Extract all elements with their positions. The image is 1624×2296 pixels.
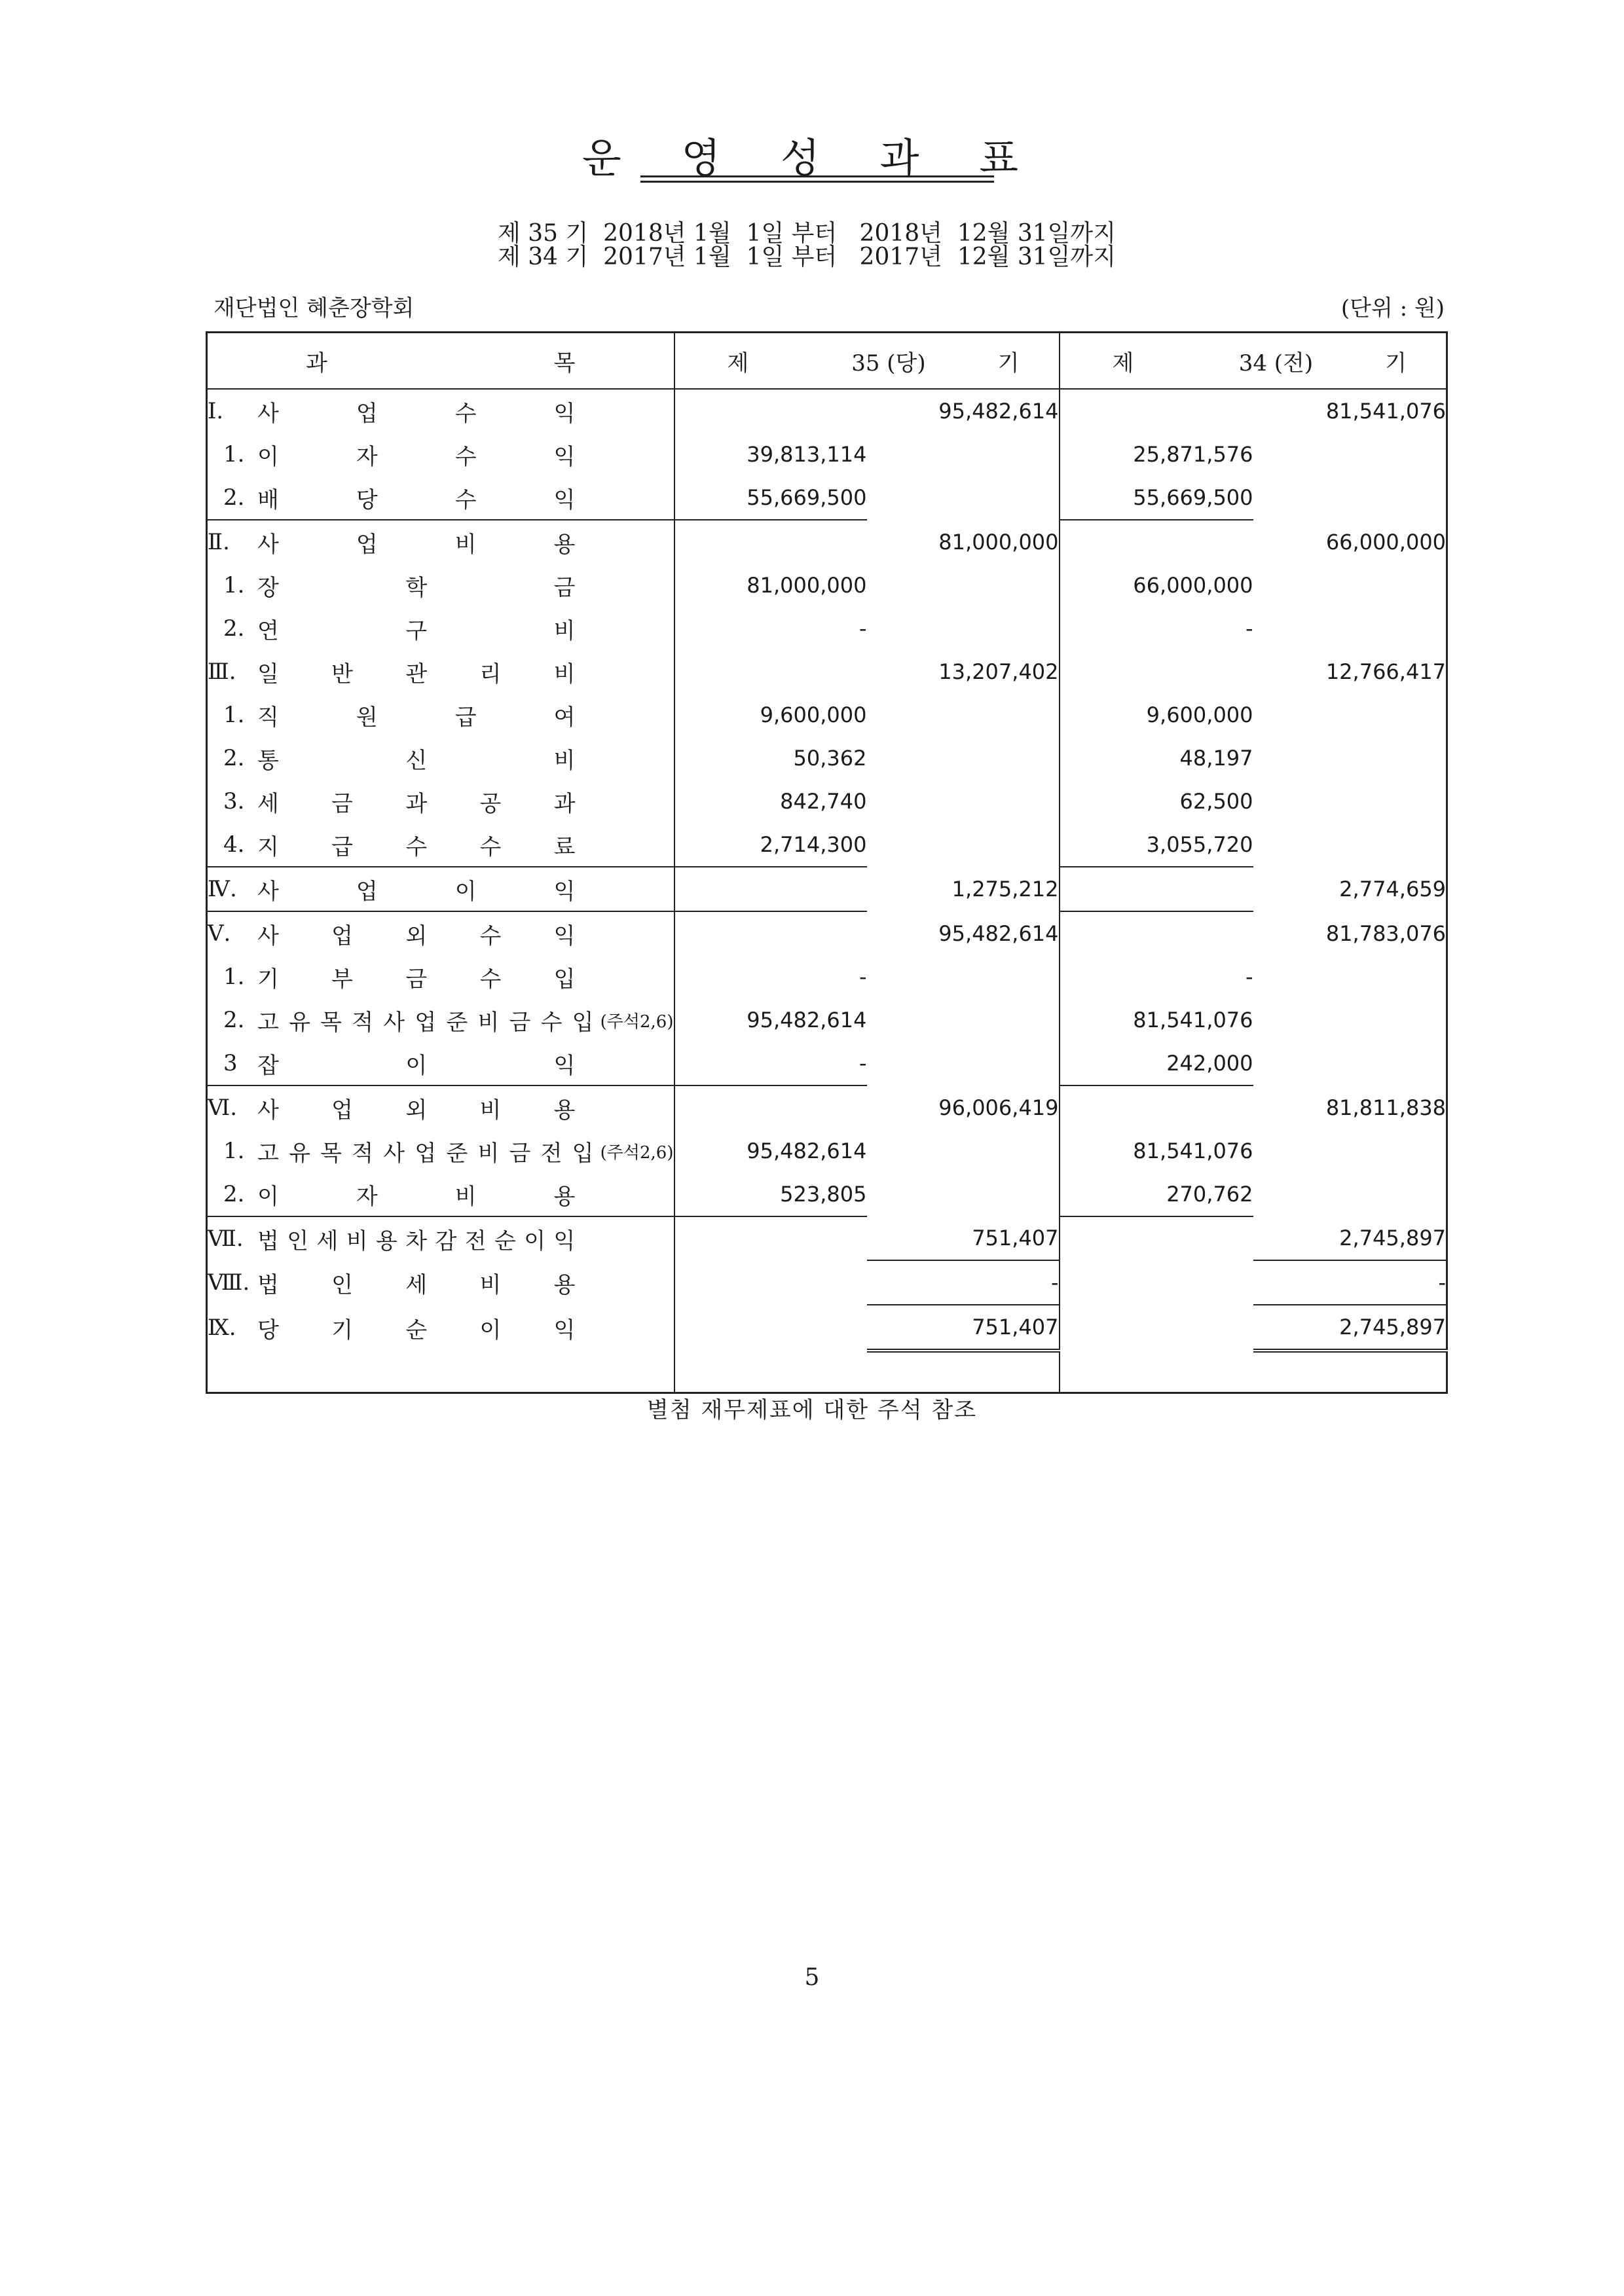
page-number: 5	[804, 1964, 820, 1991]
amount-cell	[867, 564, 1060, 607]
row-item-char: 입	[572, 1009, 594, 1036]
table-row	[207, 955, 1447, 998]
row-item-char: 관	[405, 661, 428, 687]
empty-cell	[867, 1351, 1060, 1393]
amount-cell	[674, 1216, 867, 1260]
row-item-char: 법	[257, 1228, 279, 1254]
row-item-char: 장	[257, 574, 279, 601]
amount-cell	[1253, 1129, 1447, 1173]
amount-cell	[674, 867, 867, 911]
row-item-char: 업	[356, 531, 378, 558]
table-row	[207, 780, 1447, 823]
amount-cell: 81,811,838	[1325, 1095, 1447, 1120]
amount-cell	[867, 780, 1060, 823]
row-item-char: 준	[446, 1009, 468, 1036]
row-item-char: 적	[352, 1140, 374, 1167]
row-item-label	[207, 389, 674, 433]
amount-cell: 95,482,614	[938, 399, 1059, 424]
row-item-char: 이	[454, 878, 477, 905]
amount-cell: 9,600,000	[1060, 693, 1253, 737]
row-item-label	[207, 1260, 674, 1305]
row-item-number: Ⅱ.	[208, 529, 230, 555]
empty-cell	[1253, 1351, 1447, 1393]
row-item-label	[207, 607, 674, 650]
table-row	[207, 1042, 1447, 1085]
amount-cell	[674, 1260, 867, 1305]
row-item-label	[207, 823, 674, 867]
row-item-char: 수	[479, 922, 502, 949]
table-row	[207, 389, 1447, 433]
row-item-label	[207, 1305, 674, 1351]
amount-cell	[674, 520, 867, 564]
row-item-char: 지	[257, 833, 279, 860]
header-previous-period	[1060, 333, 1447, 390]
row-item-number: 2.	[223, 1007, 245, 1033]
row-item-number: 1.	[223, 441, 245, 467]
table-body	[207, 389, 1447, 1393]
amount-cell	[867, 955, 1060, 998]
amount-cell: 66,000,000	[1325, 529, 1447, 555]
row-item-char: 이	[257, 1183, 279, 1210]
row-item-char: 업	[331, 922, 354, 949]
row-item-char: 과	[405, 790, 428, 817]
row-item-char: 이	[405, 1052, 428, 1079]
row-item-char: 여	[553, 704, 576, 731]
row-item-char: 비	[479, 1271, 502, 1298]
row-item-number: Ⅴ.	[208, 920, 231, 947]
amount-cell: 9,600,000	[674, 693, 867, 737]
row-item-char: 금	[405, 966, 428, 993]
row-item-char: 비	[477, 1009, 500, 1036]
page-title: 운 영 성 과 표	[581, 134, 1043, 182]
row-item-char: 비	[553, 747, 576, 774]
row-item-label	[207, 433, 674, 476]
amount-cell	[674, 389, 867, 433]
unit-label: (단위 : 원)	[1340, 295, 1445, 321]
row-item-char: 기	[331, 1317, 354, 1343]
amount-cell: -	[674, 1042, 867, 1085]
row-item-number: 2.	[223, 615, 245, 642]
row-item-char: 목	[320, 1140, 342, 1167]
row-item-char: 비	[553, 617, 576, 644]
row-item-char: 입	[553, 966, 576, 993]
table-row	[207, 867, 1447, 911]
row-item-char: 용	[553, 1271, 576, 1298]
row-item-char: 금	[553, 574, 576, 601]
row-item-char: 잡	[257, 1052, 279, 1079]
row-item-label	[207, 955, 674, 998]
row-item-char: 세	[316, 1228, 339, 1254]
row-item-char: 학	[405, 574, 428, 601]
amount-cell	[867, 1173, 1060, 1216]
row-item-char: 순	[494, 1228, 516, 1254]
amount-cell: 81,000,000	[938, 529, 1059, 555]
amount-cell: 62,500	[1060, 780, 1253, 823]
table-row	[207, 911, 1447, 955]
header-item-right: 목	[553, 350, 576, 376]
table-row	[207, 476, 1447, 520]
row-item-char: 이	[524, 1228, 546, 1254]
row-item-char: 비	[346, 1228, 368, 1254]
amount-cell	[1060, 1260, 1253, 1305]
row-item-number: Ⅶ.	[208, 1226, 244, 1252]
table-row	[207, 1129, 1447, 1173]
row-item-char: 익	[553, 400, 576, 427]
table-row	[207, 607, 1447, 650]
amount-cell: 55,669,500	[1060, 476, 1253, 520]
header-item	[207, 333, 674, 390]
row-item-char: 수	[454, 400, 477, 427]
row-item-number: 3.	[223, 788, 245, 814]
amount-cell: 2,774,659	[1339, 877, 1447, 902]
row-item-char: 직	[257, 704, 279, 731]
amount-cell	[867, 476, 1060, 520]
row-item-char: 용	[553, 1097, 576, 1123]
amount-cell	[1253, 998, 1447, 1042]
amount-cell	[674, 1305, 867, 1351]
row-item-char: 급	[331, 833, 354, 860]
amount-cell: -	[1060, 955, 1253, 998]
amount-cell: 55,669,500	[674, 476, 867, 520]
row-item-char: 당	[356, 486, 378, 513]
row-item-char: 입	[572, 1140, 594, 1167]
row-item-number: Ⅷ.	[208, 1269, 250, 1296]
amount-cell	[674, 911, 867, 955]
table-row	[207, 998, 1447, 1042]
row-item-char: 익	[553, 1052, 576, 1079]
row-item-char: 사	[257, 531, 279, 558]
row-item-number: 2.	[223, 745, 245, 771]
row-item-char: 수	[405, 833, 428, 860]
row-item-char: 세	[405, 1271, 428, 1298]
amount-cell: -	[674, 607, 867, 650]
row-item-char: 공	[479, 790, 502, 817]
row-item-char: 적	[352, 1009, 374, 1036]
header-current-period	[674, 333, 1060, 390]
empty-cell	[1060, 1351, 1253, 1393]
row-item-label	[207, 911, 674, 955]
amount-cell	[1253, 607, 1447, 650]
row-item-number: 1.	[223, 702, 245, 728]
row-item-char: 익	[553, 878, 576, 905]
amount-cell	[1253, 955, 1447, 998]
table-row	[207, 650, 1447, 693]
row-item-number: Ⅵ.	[208, 1095, 238, 1121]
table-row	[207, 520, 1447, 564]
row-item-number: 2.	[223, 484, 245, 511]
row-item-char: 외	[405, 1097, 428, 1123]
row-item-char: 이	[257, 443, 279, 470]
row-item-char: 사	[257, 922, 279, 949]
period-line-previous: 제 34 기 2017년 1월 1일 부터 2017년 12월 31일까지	[498, 244, 1116, 270]
amount-cell	[867, 1129, 1060, 1173]
amount-cell: 242,000	[1060, 1042, 1253, 1085]
row-item-number: 3	[223, 1050, 238, 1076]
row-item-label	[207, 476, 674, 520]
amount-cell: 12,766,417	[1325, 659, 1447, 684]
amount-cell: -	[1060, 607, 1253, 650]
row-item-char: 익	[553, 1317, 576, 1343]
amount-cell	[1060, 650, 1253, 693]
row-item-char: 익	[553, 922, 576, 949]
row-item-char: 인	[287, 1228, 309, 1254]
amount-cell	[1060, 1085, 1253, 1129]
row-item-char: 감	[435, 1228, 457, 1254]
row-item-char: 준	[446, 1140, 468, 1167]
table-row	[207, 564, 1447, 607]
amount-cell: 48,197	[1060, 737, 1253, 780]
row-item-number: 2.	[223, 1181, 245, 1207]
row-item-label	[207, 1085, 674, 1129]
row-item-char: 업	[356, 400, 378, 427]
row-item-char: 수	[479, 966, 502, 993]
row-item-char: 부	[331, 966, 354, 993]
table-row	[207, 693, 1447, 737]
amount-cell: 81,000,000	[674, 564, 867, 607]
row-item-label	[207, 1129, 674, 1173]
table-row	[207, 1216, 1447, 1260]
row-item-char: 신	[405, 747, 428, 774]
row-item-char: 기	[257, 966, 279, 993]
amount-cell: 25,871,576	[1060, 433, 1253, 476]
amount-cell: 751,407	[972, 1226, 1059, 1250]
period-line-current: 제 35 기 2018년 1월 1일 부터 2018년 12월 31일까지	[498, 220, 1116, 247]
amount-cell: 81,783,076	[1325, 920, 1447, 946]
row-item-char: 비	[553, 661, 576, 687]
amount-cell: 3,055,720	[1060, 823, 1253, 867]
row-item-label	[207, 564, 674, 607]
row-item-label	[207, 1173, 674, 1216]
row-item-char: 사	[383, 1140, 405, 1167]
header-current-right: 기	[997, 350, 1020, 376]
amount-cell	[1060, 1305, 1253, 1351]
row-item-char: 수	[454, 486, 477, 513]
row-item-char: 통	[257, 747, 279, 774]
header-previous-right: 기	[1385, 350, 1407, 376]
empty-cell	[674, 1351, 867, 1393]
amount-cell: 270,762	[1060, 1173, 1253, 1216]
amount-cell	[1253, 823, 1447, 867]
row-item-char: 업	[331, 1097, 354, 1123]
row-item-label	[207, 520, 674, 564]
row-item-char: 배	[257, 486, 279, 513]
amount-cell	[1060, 520, 1253, 564]
row-item-char: 연	[257, 617, 279, 644]
row-item-char: 익	[553, 443, 576, 470]
row-item-char: 용	[553, 531, 576, 558]
amount-cell: 2,714,300	[674, 823, 867, 867]
amount-cell: 81,541,076	[1060, 1129, 1253, 1173]
title-underline	[640, 175, 994, 177]
header-previous-left: 제	[1112, 350, 1134, 376]
amount-cell: 96,006,419	[938, 1095, 1059, 1120]
amount-cell	[867, 607, 1060, 650]
row-item-char: 구	[405, 617, 428, 644]
amount-cell	[1253, 693, 1447, 737]
row-item-char: 세	[257, 790, 279, 817]
amount-cell: 66,000,000	[1060, 564, 1253, 607]
row-item-label	[207, 998, 674, 1042]
row-item-char: 인	[331, 1271, 354, 1298]
row-item-char: 급	[454, 704, 477, 731]
row-item-char: 사	[383, 1009, 405, 1036]
row-item-char: 비	[454, 531, 477, 558]
header-item-left: 과	[306, 350, 327, 376]
row-item-char: 당	[257, 1317, 279, 1343]
empty-cell	[207, 1351, 674, 1393]
amount-cell	[1253, 433, 1447, 476]
amount-cell: 50,362	[674, 737, 867, 780]
row-item-char: 전	[464, 1228, 487, 1254]
amount-cell	[1253, 1173, 1447, 1216]
amount-cell: -	[867, 1260, 1060, 1305]
amount-cell	[867, 433, 1060, 476]
row-item-char: 수	[540, 1009, 563, 1036]
row-item-number: Ⅰ.	[208, 398, 224, 424]
amount-cell	[1060, 1216, 1253, 1260]
amount-cell	[1253, 476, 1447, 520]
amount-cell: 2,745,897	[1339, 1226, 1447, 1250]
row-item-char: 금	[509, 1009, 531, 1036]
row-footnote-ref: (주석2,6)	[600, 1011, 674, 1032]
table-row	[207, 1173, 1447, 1216]
amount-cell	[867, 823, 1060, 867]
organization-name: 재단법인 혜춘장학회	[213, 295, 415, 321]
row-item-char: 사	[257, 400, 279, 427]
row-item-char: 과	[553, 790, 576, 817]
row-item-char: 차	[405, 1228, 428, 1254]
row-item-char: 금	[509, 1140, 531, 1167]
table-row	[207, 1351, 1447, 1393]
row-item-label	[207, 867, 674, 911]
amount-cell	[1253, 564, 1447, 607]
header-current-mid: 35 (당)	[851, 350, 926, 376]
row-item-char: 순	[405, 1317, 428, 1343]
amount-cell: 751,407	[867, 1305, 1060, 1351]
amount-cell	[867, 693, 1060, 737]
table-row	[207, 1305, 1447, 1351]
row-item-number: Ⅳ.	[208, 876, 237, 902]
amount-cell	[674, 1085, 867, 1129]
row-item-char: 반	[331, 661, 354, 687]
amount-cell: 81,541,076	[1060, 998, 1253, 1042]
row-item-number: Ⅲ.	[208, 659, 236, 685]
table-row	[207, 433, 1447, 476]
row-item-char: 수	[454, 443, 477, 470]
row-item-char: 익	[553, 1228, 576, 1254]
row-item-char: 원	[356, 704, 378, 731]
row-item-char: 금	[331, 790, 354, 817]
row-item-label	[207, 780, 674, 823]
amount-cell: 81,541,076	[1325, 399, 1447, 424]
table-header-row	[207, 333, 1447, 390]
amount-cell	[1253, 780, 1447, 823]
row-item-char: 자	[356, 1183, 378, 1210]
amount-cell	[867, 737, 1060, 780]
row-item-char: 수	[479, 833, 502, 860]
header-previous-mid: 34 (전)	[1238, 350, 1314, 376]
row-item-char: 용	[376, 1228, 397, 1254]
row-item-char: 유	[289, 1009, 310, 1036]
row-item-char: 비	[454, 1183, 477, 1210]
table-row	[207, 1085, 1447, 1129]
row-item-char: 외	[405, 922, 428, 949]
row-item-char: 사	[257, 878, 279, 905]
amount-cell: -	[674, 955, 867, 998]
table-row	[207, 823, 1447, 867]
amount-cell	[1253, 737, 1447, 780]
amount-cell	[1060, 911, 1253, 955]
row-item-char: 자	[356, 443, 378, 470]
table-row	[207, 1260, 1447, 1305]
title-underline	[640, 181, 994, 183]
amount-cell	[867, 998, 1060, 1042]
row-item-char: 용	[553, 1183, 576, 1210]
row-item-label	[207, 1216, 674, 1260]
row-item-char: 고	[257, 1009, 279, 1036]
amount-cell: -	[1253, 1260, 1447, 1305]
amount-cell	[674, 650, 867, 693]
amount-cell	[1253, 1042, 1447, 1085]
amount-cell: 13,207,402	[938, 659, 1059, 684]
row-item-char: 사	[257, 1097, 279, 1123]
row-item-char: 전	[540, 1140, 563, 1167]
row-item-char: 목	[320, 1009, 342, 1036]
row-item-char: 이	[479, 1317, 502, 1343]
amount-cell: 1,275,212	[951, 877, 1059, 902]
row-item-char: 리	[479, 661, 502, 687]
row-item-label	[207, 650, 674, 693]
amount-cell: 842,740	[674, 780, 867, 823]
row-item-char: 료	[553, 833, 576, 860]
amount-cell: 523,805	[674, 1173, 867, 1216]
amount-cell: 95,482,614	[674, 1129, 867, 1173]
amount-cell: 2,745,897	[1253, 1305, 1447, 1351]
header-current-left: 제	[727, 350, 749, 376]
row-footnote-ref: (주석2,6)	[600, 1142, 674, 1163]
row-item-char: 법	[257, 1271, 279, 1298]
row-item-char: 일	[257, 661, 279, 687]
amount-cell: 95,482,614	[674, 998, 867, 1042]
operating-results-table	[206, 331, 1448, 1394]
row-item-label	[207, 1042, 674, 1085]
amount-cell	[1060, 867, 1253, 911]
amount-cell: 39,813,114	[674, 433, 867, 476]
row-item-number: 1.	[223, 1138, 245, 1164]
row-item-char: 업	[415, 1140, 437, 1167]
row-item-char: 비	[477, 1140, 500, 1167]
row-item-char: 익	[553, 486, 576, 513]
row-item-number: 4.	[223, 831, 245, 858]
footer-note: 별첨 재무제표에 대한 주석 참조	[646, 1397, 978, 1423]
amount-cell: 95,482,614	[938, 920, 1059, 946]
row-item-char: 업	[356, 878, 378, 905]
row-item-number: Ⅸ.	[208, 1315, 236, 1341]
row-item-char: 유	[289, 1140, 310, 1167]
row-item-char: 업	[415, 1009, 437, 1036]
amount-cell	[1060, 389, 1253, 433]
row-item-label	[207, 737, 674, 780]
row-item-char: 고	[257, 1140, 279, 1167]
table-row	[207, 737, 1447, 780]
row-item-label	[207, 693, 674, 737]
row-item-number: 1.	[223, 964, 245, 990]
amount-cell	[867, 1042, 1060, 1085]
row-item-char: 비	[479, 1097, 502, 1123]
row-item-number: 1.	[223, 572, 245, 598]
